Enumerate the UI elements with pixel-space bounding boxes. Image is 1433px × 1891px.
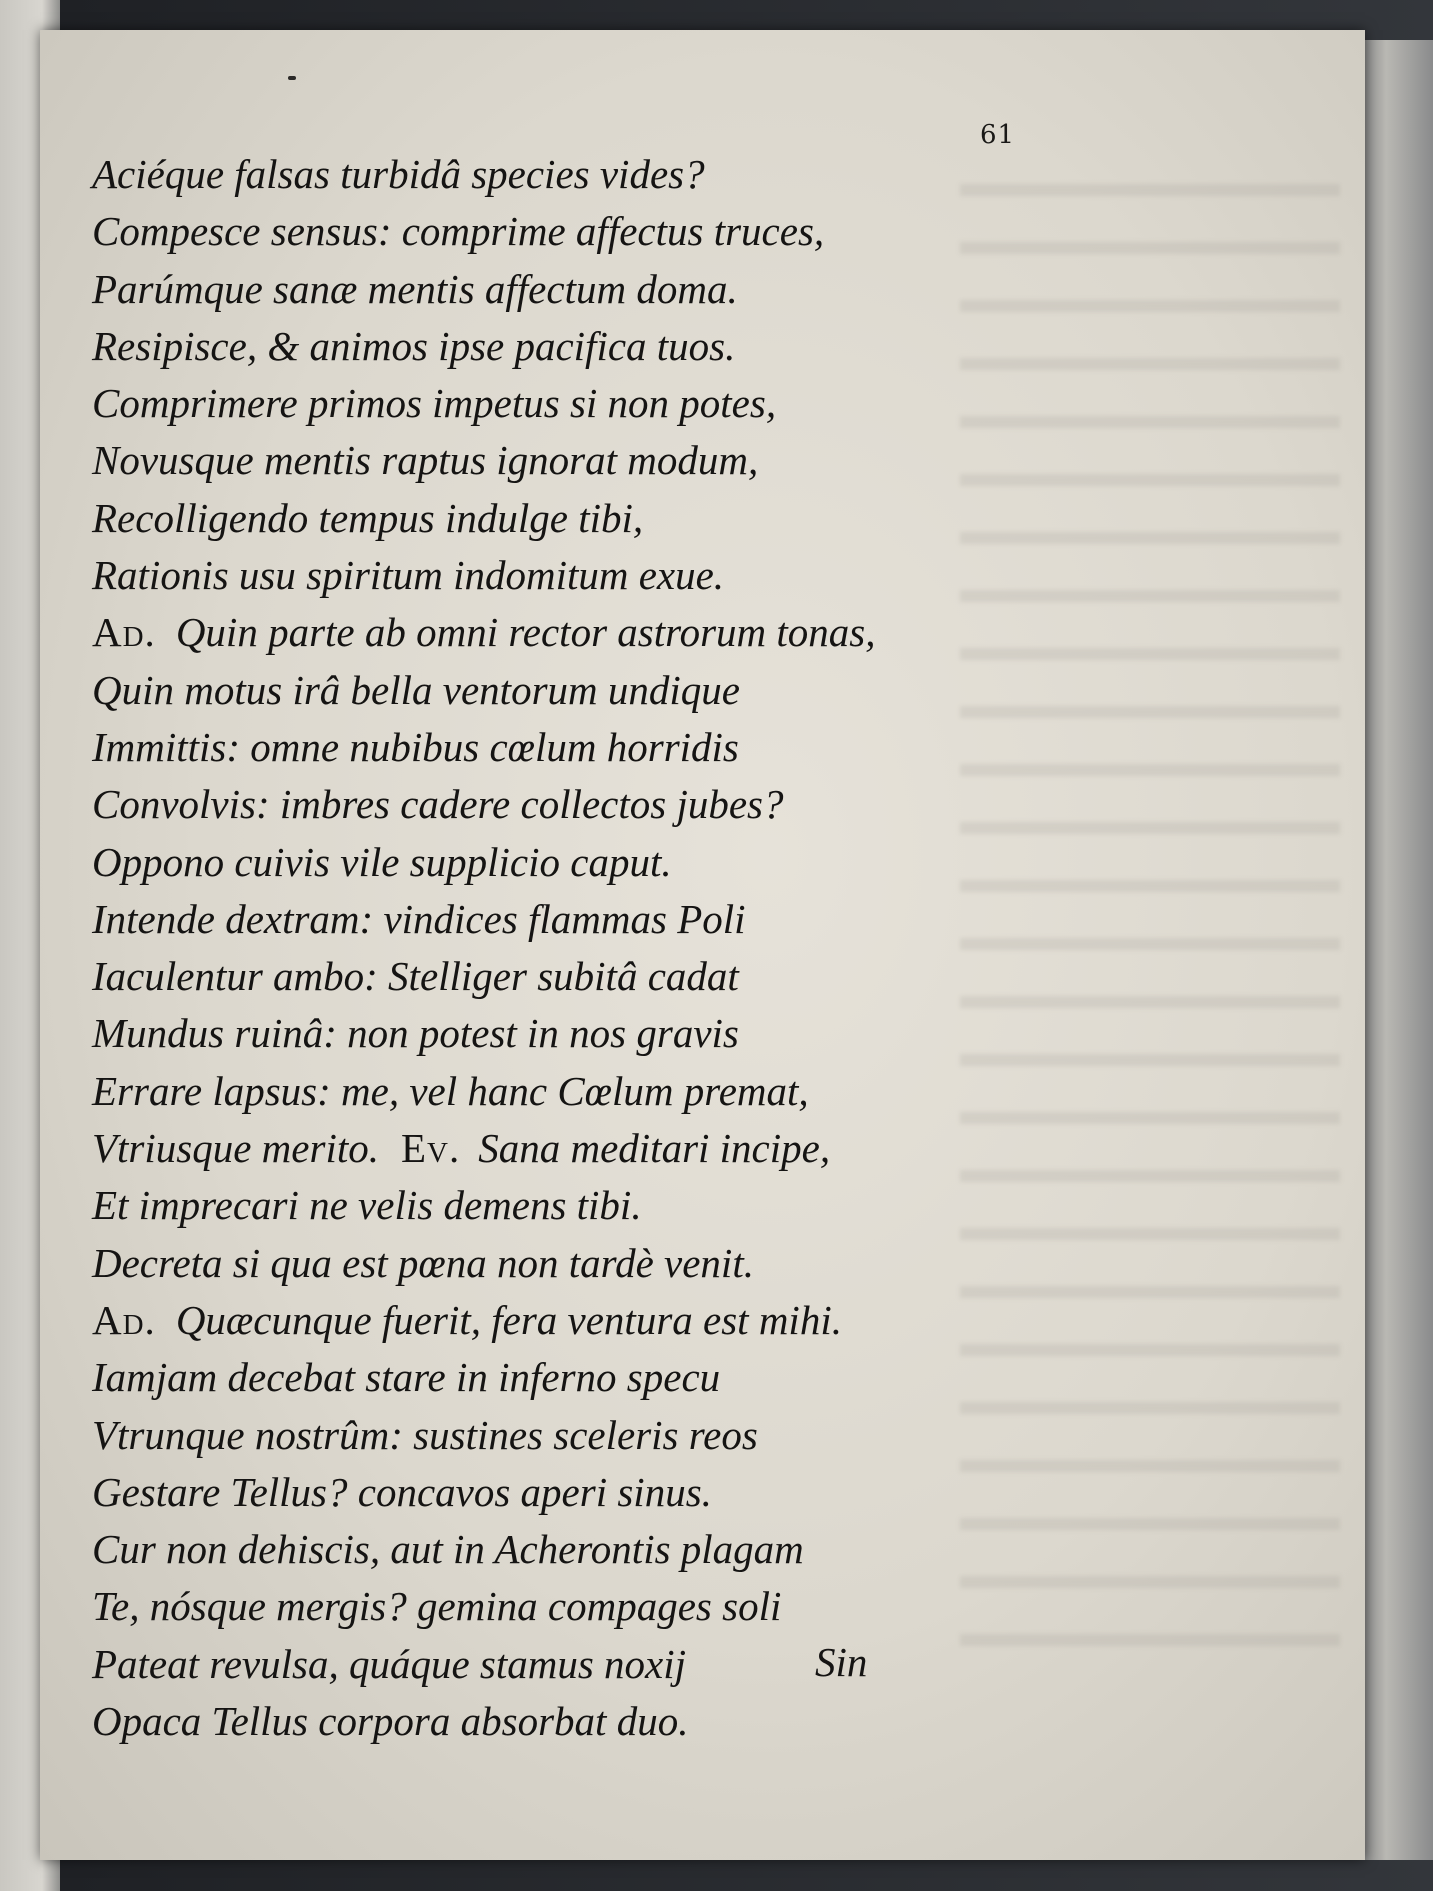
verse-line: [92, 662, 875, 719]
verse-text: Resipisce, & animos ipse pacifica tuos.: [92, 322, 736, 369]
verse-line: [92, 1063, 875, 1120]
verse-text: Quin parte ab omni rector astrorum tonas,: [175, 609, 876, 656]
verse-text: Convolvis: imbres cadere collectos jubes?: [92, 781, 784, 828]
page-number: 61: [980, 120, 1016, 150]
verse-line: [92, 1349, 875, 1406]
book-page: [40, 30, 1365, 1860]
verse-text: Quin motus irâ bella ventorum undique: [92, 666, 740, 713]
verse-text: Parúmque sanæ mentis affectum doma.: [92, 265, 738, 312]
verse-text: Iamjam decebat stare in inferno specu: [92, 1354, 721, 1401]
verse-line: [92, 1235, 875, 1292]
show-through-text: [960, 150, 1340, 1650]
verse-text: Opaca Tellus corpora absorbat duo.: [92, 1698, 689, 1745]
verse-text: Aciéque falsas turbidâ species vides?: [92, 151, 705, 197]
verse-line: [92, 1578, 875, 1635]
verse-line: [92, 1636, 875, 1693]
verse-text: Errare lapsus: me, vel hanc Cœlum premat,: [92, 1067, 809, 1114]
verse-line: [92, 432, 875, 489]
verse-text: Immittis: omne nubibus cœlum horridis: [92, 723, 739, 770]
verse-text: Pateat revulsa, quáque stamus noxij: [92, 1640, 687, 1687]
verse-line: [92, 261, 875, 318]
verse-lines: [92, 146, 875, 1750]
verse-text: Te, nósque mergis? gemina compages soli: [92, 1583, 782, 1630]
book-fore-edge: [1355, 40, 1433, 1860]
verse-line: [92, 318, 875, 375]
verse-line: [92, 490, 875, 547]
verse-text: Mundus ruinâ: non potest in nos gravis: [92, 1010, 739, 1057]
catchword: Sin: [815, 1639, 868, 1685]
verse-text: Recolligendo tempus indulge tibi,: [92, 494, 644, 541]
verse-text: Vtrunque nostrûm: sustines sceleris reos: [92, 1411, 758, 1458]
verse-text: Compesce sensus: comprime affectus truces,: [92, 208, 825, 255]
verse-line: [92, 1005, 875, 1062]
verse-text: Quæcunque fuerit, fera ventura est mihi.: [175, 1296, 842, 1343]
verse-text: Novusque mentis raptus ignorat modum,: [92, 437, 759, 484]
verse-text: Iaculentur ambo: Stelliger subitâ cadat: [92, 953, 739, 1000]
verse-line: [92, 776, 875, 833]
speaker-label: Ad.: [92, 609, 156, 656]
verse-line: [92, 1407, 875, 1464]
verse-line: [92, 719, 875, 776]
verse-line: [92, 948, 875, 1005]
verse-line: [92, 1177, 875, 1234]
speaker-label: Ev.: [400, 1125, 461, 1172]
verse-line: [92, 891, 875, 948]
verse-line: [92, 1521, 875, 1578]
verse-line: [92, 146, 875, 203]
verse-text: Decreta si qua est pœna non tardè venit.: [92, 1239, 754, 1286]
verse-line: [92, 1292, 875, 1349]
verse-line: [92, 604, 875, 661]
verse-line: [92, 203, 875, 260]
verse-text: Comprimere primos impetus si non potes,: [92, 380, 777, 427]
verse-line: [92, 1464, 875, 1521]
verse-text: Vtriusque merito.: [92, 1125, 379, 1172]
verse-text: Et imprecari ne velis demens tibi.: [92, 1182, 642, 1229]
verse-text: Intende dextram: vindices flammas Poli: [92, 895, 746, 942]
verse-line: [92, 1120, 875, 1177]
speaker-label: Ad.: [92, 1296, 156, 1343]
verse-line: [92, 547, 875, 604]
verse-text: Oppono cuivis vile supplicio caput.: [92, 838, 672, 885]
verse-text: Cur non dehiscis, aut in Acherontis plagam: [92, 1526, 804, 1573]
verse-line: [92, 834, 875, 891]
ink-mark: [288, 76, 296, 80]
verse-text: Sana meditari incipe,: [478, 1125, 831, 1172]
verse-text: Rationis usu spiritum indomitum exue.: [92, 552, 725, 599]
verse-text: Gestare Tellus? concavos aperi sinus.: [92, 1468, 712, 1515]
verse-line: [92, 1693, 875, 1750]
verse-line: [92, 375, 875, 432]
